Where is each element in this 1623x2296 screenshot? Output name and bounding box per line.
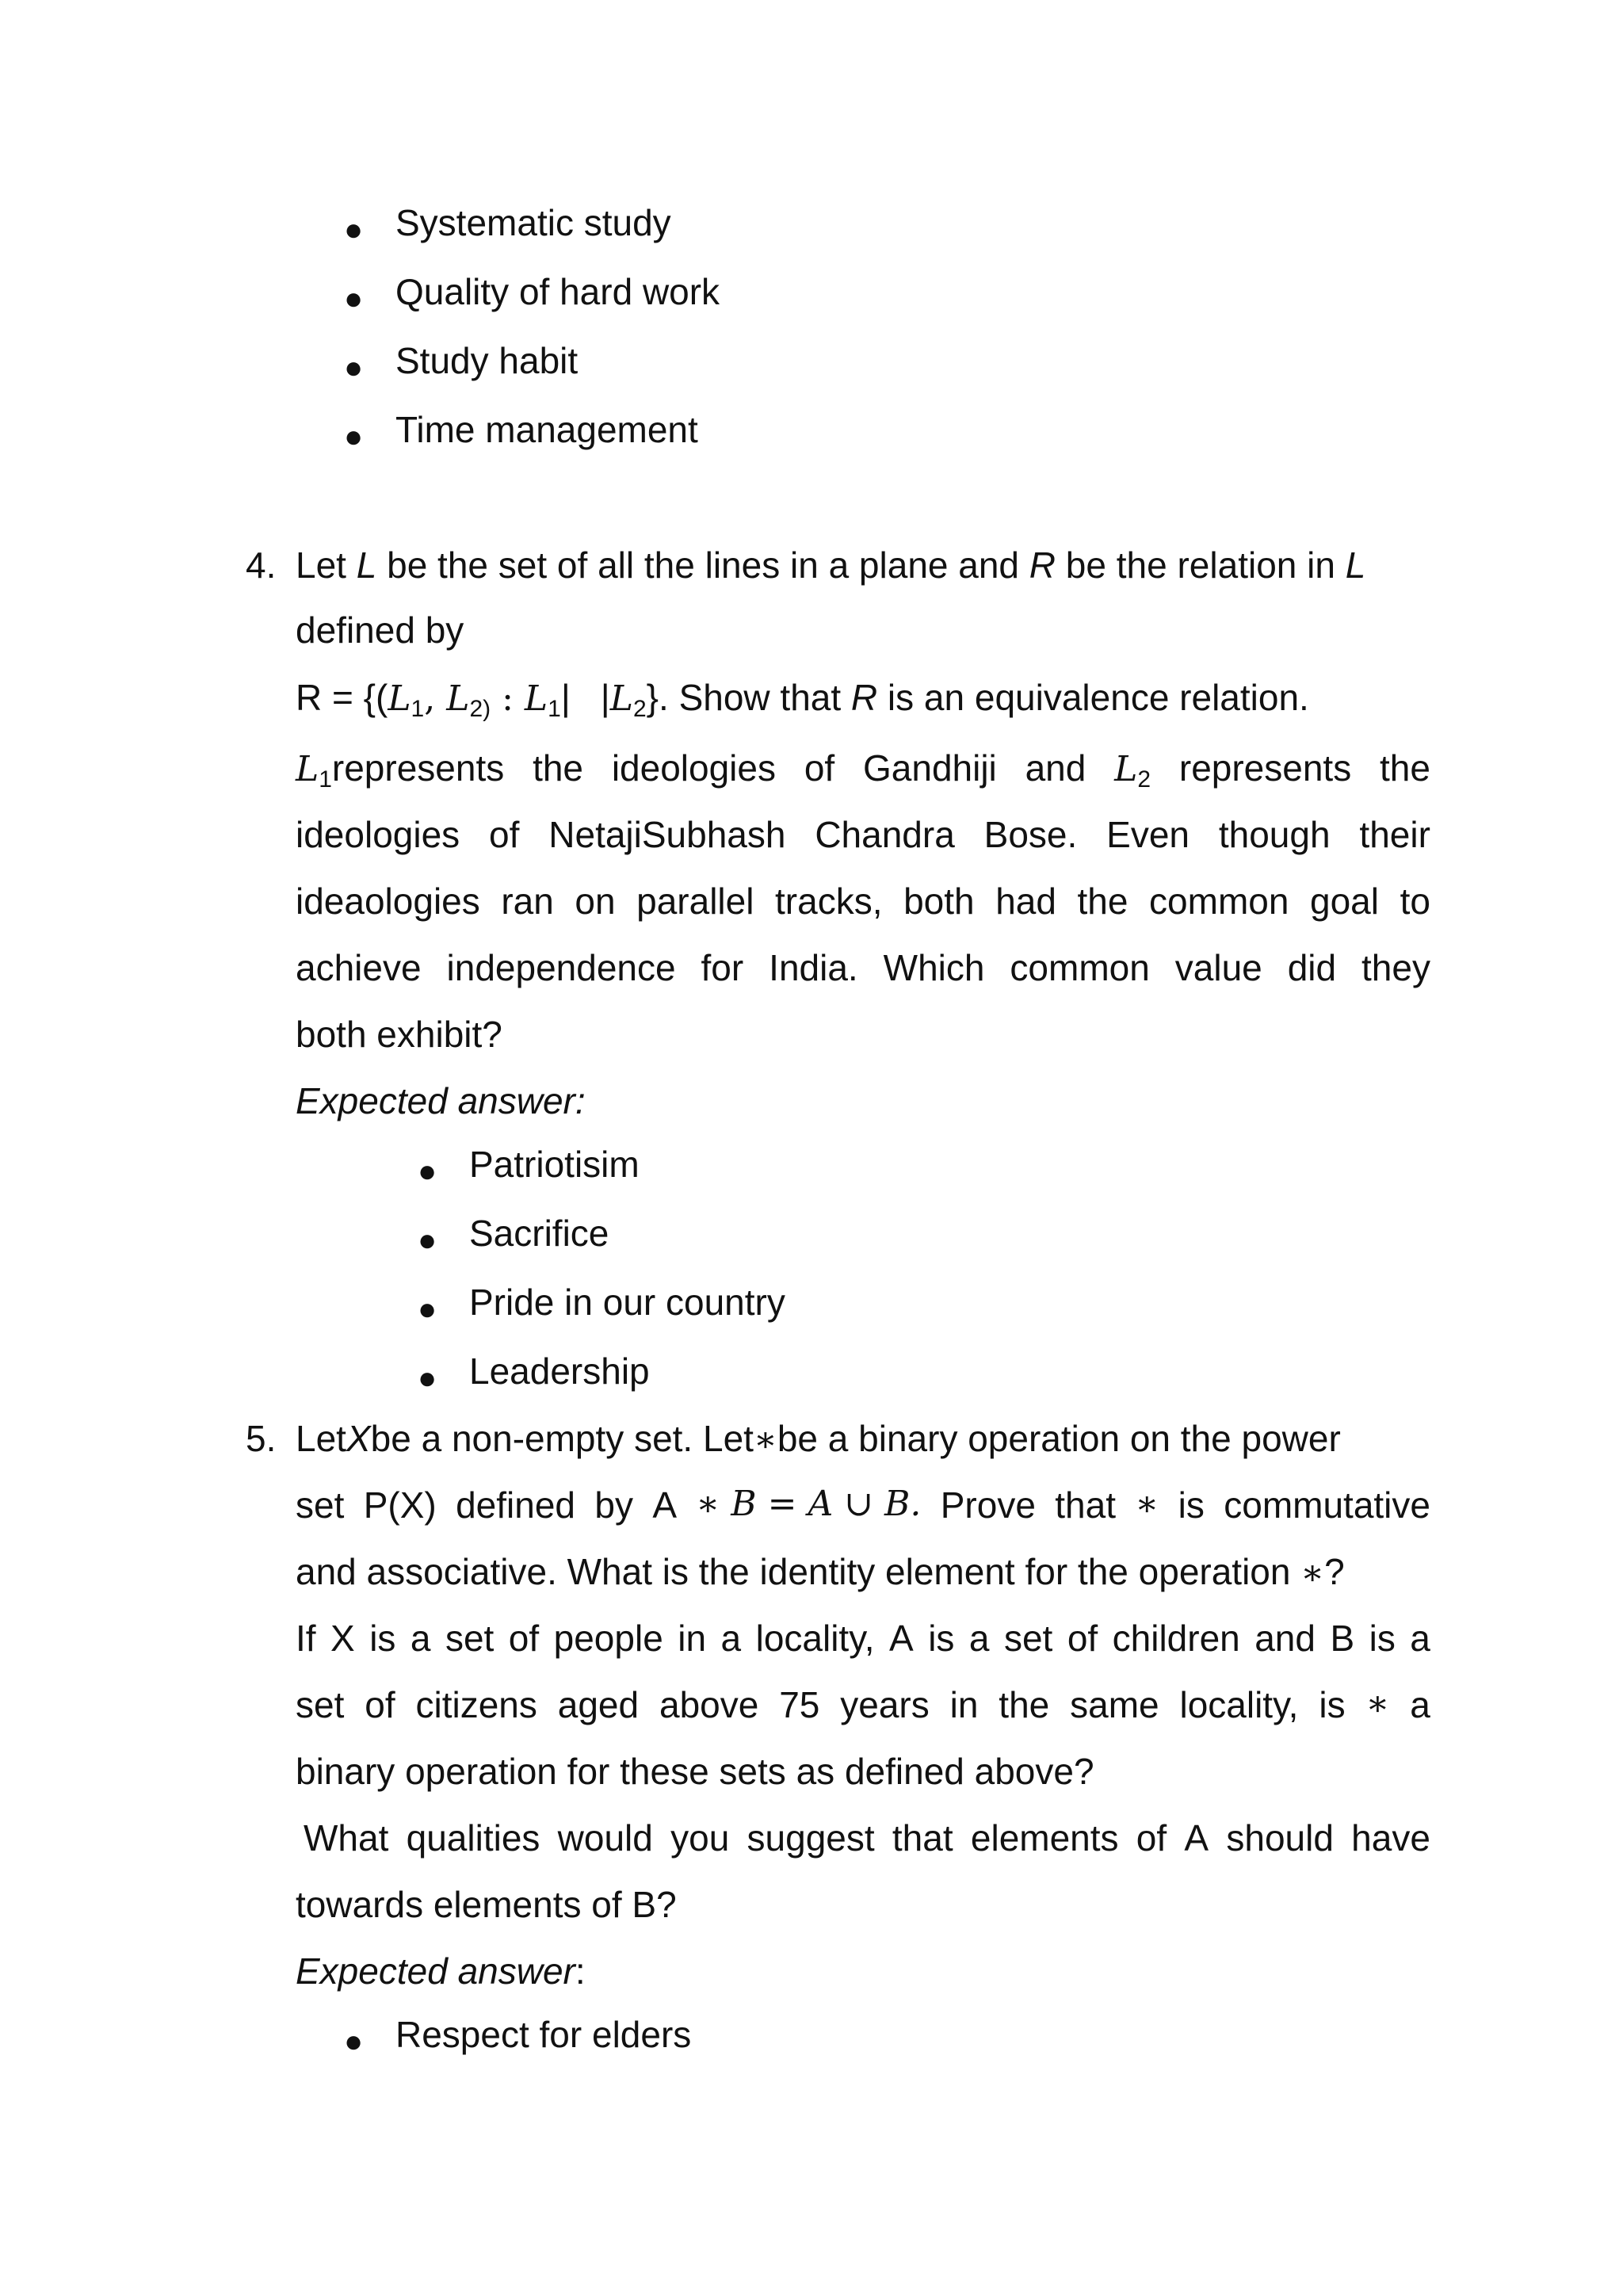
question-5-line-1: LetXbe a non-empty set. Let∗be a binary operation on the power (296, 1418, 1341, 1460)
question-5-line-7: What qualities would you suggest that elements of A should have (304, 1817, 1430, 1859)
question-5-line-5: set of citizens aged above 75 years in the same locality, is ∗ a (296, 1683, 1430, 1725)
bullet-icon: ● (344, 281, 364, 316)
bullet-icon: ● (344, 419, 364, 454)
paragraph-line: both exhibit? (296, 1014, 502, 1055)
question-5-line-3: and associative. What is the identity element for the operation ∗? (296, 1551, 1345, 1593)
list-item: Time management (395, 409, 698, 450)
bullet-icon: ● (418, 1361, 437, 1396)
list-item: Patriotisim (469, 1144, 640, 1185)
paragraph-line: ideaologies ran on parallel tracks, both had the common goal to (296, 881, 1430, 922)
expected-answer-label: Expected answer: (296, 1950, 586, 1992)
bullet-icon: ● (418, 1154, 437, 1189)
paragraph-line: $L_1represents$ the ideologies of Gandhiji and $L_2$ represents the (296, 747, 1430, 793)
list-item: Systematic study (395, 202, 671, 243)
question-5-line-2: set P(X) defined by A ∗ B = A ∪ B. Prove that ∗ is commutative (296, 1484, 1430, 1526)
question-number: 4. (246, 544, 277, 586)
bullet-icon: ● (344, 350, 364, 385)
paragraph-line: ideologies of NetajiSubhash Chandra Bose. Even though their (296, 814, 1430, 855)
question-5-line-6: binary operation for these sets as defined above? (296, 1751, 1094, 1792)
list-item: Quality of hard work (395, 271, 720, 312)
list-item: Pride in our country (469, 1282, 785, 1323)
list-item: Study habit (395, 340, 579, 381)
paragraph-line: achieve independence for India. Which common value did they (296, 947, 1430, 988)
expected-answer-label: Expected answer: (296, 1080, 586, 1121)
question-4-line-2: defined by (296, 609, 464, 651)
question-5-line-4: If X is a set of people in a locality, A is a set of children and B is a (296, 1618, 1430, 1659)
bullet-icon: ● (344, 2024, 364, 2059)
question-4-line-1: Let L be the set of all the lines in a plane and R be the relation in L (296, 544, 1366, 586)
bullet-icon: ● (344, 212, 364, 247)
list-item: Leadership (469, 1350, 650, 1392)
bullet-icon: ● (418, 1292, 437, 1327)
relation-definition: $R = \{(L_1$, $L_{2)}$ : $L_1|$ $|L_2$}. Show that R is an equivalence relation. (296, 677, 1309, 722)
question-5-line-8: towards elements of B? (296, 1884, 677, 1925)
bullet-icon: ● (418, 1223, 437, 1258)
question-number: 5. (246, 1418, 277, 1459)
list-item: Respect for elders (395, 2014, 692, 2055)
list-item: Sacrifice (469, 1213, 609, 1254)
